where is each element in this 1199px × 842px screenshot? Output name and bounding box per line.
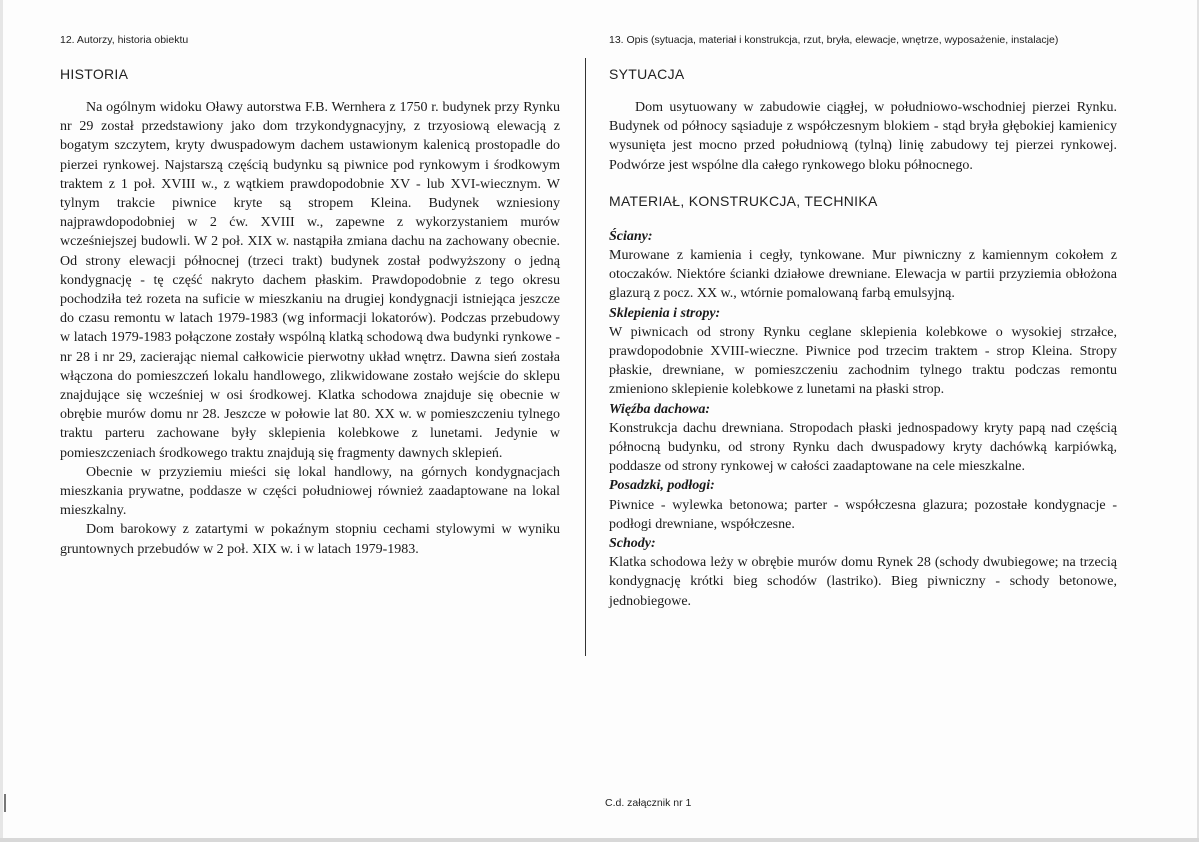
scan-edge-mark [4, 794, 6, 812]
footer-note: C.d. załącznik nr 1 [605, 797, 692, 809]
scan-edge-bottom [0, 838, 1199, 842]
subsection-text-stairs: Klatka schodowa leży w obrębie murów domu Rynek 28 (schody dwubiegowe; na trzecią kondygnację krótki bieg schodów (lastriko). Bieg piwniczny - schody betonowe, jednobiegowe. [609, 555, 1117, 609]
subsection-title-roof: Więźba dachowa: [609, 401, 710, 417]
left-column [60, 34, 560, 559]
subsection-title-stairs: Schody: [609, 536, 656, 552]
subsection-text-roof: Konstrukcja dachu drewniana. Stropodach płaski jednospadowy kryty papą nad częścią północną budynku, od strony Rynku dach dwuspadowy kryty dachówką karpiówką, poddasze od strony rynkowej w całości zaadaptowane na cele mieszkalne. [609, 420, 1117, 475]
history-paragraph: Obecnie w przyziemiu mieści się lokal handlowy, na górnych kondygnacjach mieszkania prywatne, poddasze w części południowej również zaadaptowane na lokal mieszkalny. [60, 464, 560, 519]
subsection-text-vaults: W piwnicach od strony Rynku ceglane sklepienia kolebkowe o wysokiej strzałce, prawdopodobnie XVIII-wieczne. Piwnice pod trzecim traktem - strop Kleina. Stropy płaskie, drewniane, w pomieszczeniu zachodnim tylnego traktu podczas remontu zmieniono sklepienie kolebkowe z lunetami na płaski strop. [609, 324, 1117, 398]
subsection-title-vaults: Sklepienia i stropy: [609, 305, 721, 321]
situation-paragraph: Dom usytuowany w zabudowie ciągłej, w południowo-wschodniej pierzei Rynku. Budynek od północy sąsiaduje z współczesnym blokiem - stąd bryła głębokiej kamienicy wysunięta jest mocno przed południową (tylną) linię zabudowy tej pierzei rynkowej. Podwórze jest wspólne dla całego rynkowego bloku północnego. [609, 100, 1117, 173]
history-paragraph: Dom barokowy z zatartymi w pokaźnym stopniu cechami stylowymi w wyniku gruntownych przebudów w 2 poł. XIX w. i w latach 1979-1983. [60, 522, 560, 557]
right-header: 13. Opis (sytuacja, materiał i konstrukcja, rzut, bryła, elewacje, wnętrze, wyposażenie, instalacje) [609, 34, 1059, 46]
column-divider [585, 58, 586, 656]
scan-edge-left [0, 0, 3, 842]
right-column [609, 34, 1117, 611]
subsection-title-floors: Posadzki, podłogi: [609, 478, 715, 494]
subsection-title-walls: Ściany: [609, 228, 653, 244]
subsection-text-floors: Piwnice - wylewka betonowa; parter - współczesna glazura; pozostałe kondygnacje - podłogi drewniane, współczesne. [609, 497, 1117, 532]
subsection-text-walls: Murowane z kamienia i cegły, tynkowane. Mur piwniczny z kamiennym cokołem z otoczaków. Niektóre ścianki działowe drewniane. Elewacja w partii przyziemia obłożona glazurą z pocz. XX w., wtórnie pomalowaną farbą emulsyjną. [609, 248, 1117, 302]
material-section-title: MATERIAŁ, KONSTRUKCJA, TECHNIKA [609, 192, 878, 209]
situation-section-title: SYTUACJA [609, 66, 685, 82]
history-section-title: HISTORIA [60, 66, 129, 82]
history-paragraph: Na ogólnym widoku Oławy autorstwa F.B. Wernhera z 1750 r. budynek przy Rynku nr 29 został przedstawiony jako dom trzykondygnacyjny, z trzyosiową elewacją z bogatym szczytem, kryty dwuspadowym dachem ustawionym kalenicą prostopadle do pierzei rynkowej. Najstarszą częścią budynku są piwnice pod rynkowym i środkowym traktem z 1 poł. XVIII w., z wątkiem prawdopodobnie XV - lub XVI-wiecznym. W tylnym trakcie piwnice kryte są stropem Kleina. Budynek wzniesiony najprawdopodobniej w 2 ćw. XVIII w., zapewne z wykorzystaniem murów wcześniejszej budowli. W 2 poł. XIX w. nastąpiła zmiana dachu na zachowany obecnie. Od strony elewacji północnej (trzeci trakt) budynek został podwyższony o jedną kondygnację - tę część nakryto dachem płaskim. Prawdopodobnie z tego okresu pochodziła też rozeta na suficie w mieszkaniu na drugiej kondygnacji istniejąca jeszcze do czasu remontu w latach 1979-1983 (wg informacji lokatorów). Podczas przebudowy w latach 1979-1983 połączone zostały wspólną klatką schodową dwa budynki rynkowe - nr 28 i nr 29, zacierając niemal całkowicie pierwotny układ wnętrz. Dawna sień została włączona do pomieszczeń lokalu handlowego, zlikwidowane zostało wejście do sklepu znajdujące się wcześniej w osi środkowej. Klatka schodowa znajduje się obecnie w obrębie murów domu nr 28. Jeszcze w połowie lat 80. XX w. w pomieszczeniu tylnego traktu parteru zachowane były sklepienia kolebkowe z lunetami. Jedynie w pomieszczeniach środkowego traktu znajdują się fragmenty dawnych sklepień. [60, 100, 560, 461]
left-header: 12. Autorzy, historia obiektu [60, 34, 189, 46]
